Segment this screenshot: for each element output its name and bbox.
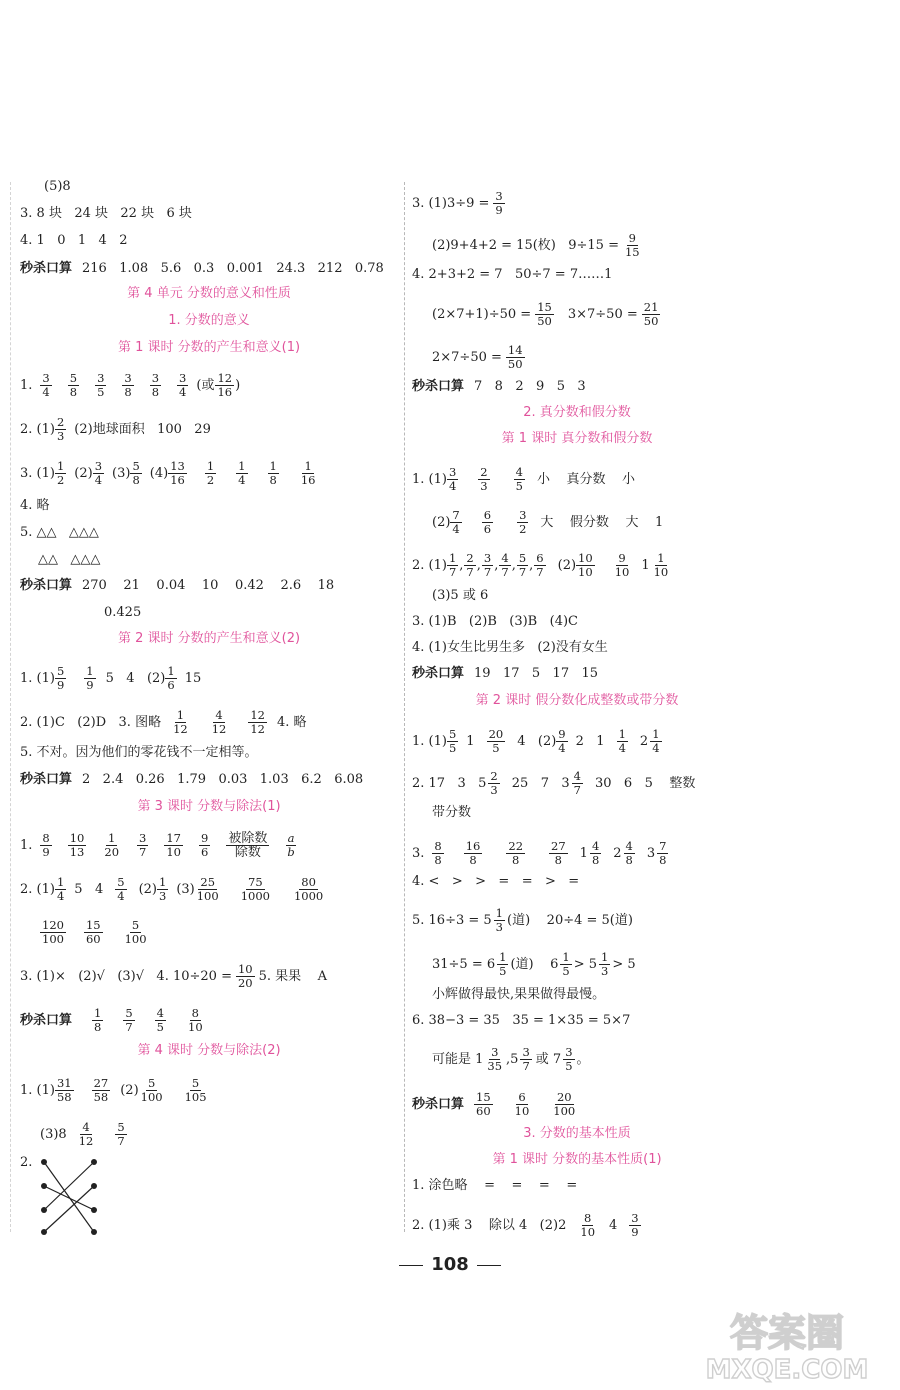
fraction: $\frac{1}{12}$ <box>173 708 188 736</box>
fraction: $\frac{3}{5}$ <box>97 371 105 399</box>
section-heading: 1. 分数的意义 <box>168 313 250 328</box>
fraction: $\frac{3}{7}$ <box>483 551 492 579</box>
fraction: $\frac{\text{被除数}}{\text{除数}}$ <box>228 831 268 860</box>
fraction: $\frac{8}{8}$ <box>434 839 442 867</box>
answer-line: 1. (1) $\frac{3}{4}$ $\frac{2}{3}$ $\frac{4}{5}$ 小 真分数 小 <box>412 465 635 493</box>
answer-line: 0.425 <box>104 605 142 620</box>
quick-calc-line: 秒杀口算 $\frac{15}{60}$ $\frac{6}{10}$ $\frac{20}{100}$ <box>412 1090 576 1118</box>
fraction: $\frac{15}{50}$ <box>537 300 552 328</box>
fraction: $\frac{22}{8}$ <box>508 839 524 867</box>
fraction: $\frac{8}{10}$ <box>188 1006 203 1034</box>
answer-line: 1. $\frac{3}{4}$ $\frac{5}{8}$ $\frac{3}{5}$ $\frac{3}{8}$ $\frac{3}{8}$ $\frac{3}{4}$ (或 $\frac{12}{16}$ ) <box>20 371 241 399</box>
fraction: $\frac{20}{5}$ <box>488 727 504 755</box>
answer-line: 2. <box>20 1155 33 1170</box>
fraction: $\frac{3}{7}$ <box>522 1045 530 1073</box>
answer-line: 5. 不对。因为他们的零花钱不一定相等。 <box>20 745 258 760</box>
answer-line: 2. (1)乘 3 除以 4 (2)2 $\frac{8}{10}$ 4 $\frac{3}{9}$ <box>412 1211 639 1239</box>
matching-lines-diagram <box>20 1156 100 1236</box>
fraction: $\frac{10}{10}$ <box>578 551 593 579</box>
lesson-heading: 第 2 课时 分数的产生和意义(2) <box>117 631 301 646</box>
fraction: $\frac{9}{4}$ <box>558 727 566 755</box>
fraction: $\frac{1}{9}$ <box>86 664 94 692</box>
fraction: $\frac{21}{50}$ <box>643 300 659 328</box>
answer-line: 2. (1)C (2)D 3. 图略 $\frac{1}{12}$ $\frac{4}{12}$ $\frac{12}{12}$ 4. 略 <box>20 708 307 736</box>
fraction: $\frac{15}{60}$ <box>476 1090 491 1118</box>
answer-line: 31÷5 = 6 $\frac{1}{5}$ (道) 6 $\frac{1}{5}$ > 5 $\frac{1}{3}$ > 5 <box>432 950 636 978</box>
fraction: $\frac{1}{5}$ <box>499 950 507 978</box>
quick-calc-line: 秒杀口算 $\frac{1}{8}$ $\frac{5}{7}$ $\frac{4}{5}$ $\frac{8}{10}$ <box>20 1006 203 1034</box>
answer-line: (5)8 <box>44 179 71 194</box>
lesson-heading: 第 1 课时 真分数和假分数 <box>501 431 653 446</box>
answer-line: 3. (1)× (2)√ (3)√ 4. 10÷20 = $\frac{10}{20}$ 5. 果果 A <box>20 962 328 990</box>
fraction: $\frac{4}{5}$ <box>156 1006 164 1034</box>
fraction: $\frac{1}{5}$ <box>562 950 570 978</box>
lesson-heading: 第 2 课时 假分数化成整数或带分数 <box>475 693 679 708</box>
fraction: $\frac{1}{2}$ <box>206 459 215 487</box>
answer-line: 2. 17 3 5 $\frac{2}{3}$ 25 7 3 $\frac{4}{7}$ 30 6 5 整数 <box>412 769 696 797</box>
answer-line: 4. 略 <box>20 498 50 513</box>
fraction: $\frac{3}{4}$ <box>94 459 103 487</box>
fraction: $\frac{1}{20}$ <box>104 831 120 859</box>
fraction: $\frac{5}{7}$ <box>518 551 527 579</box>
fraction: $\frac{2}{3}$ <box>490 769 498 797</box>
fraction: $\frac{a}{b}$ <box>287 831 295 859</box>
fraction: $\frac{15}{60}$ <box>85 918 101 946</box>
quick-calc-line: 秒杀口算 7 8 2 9 5 3 <box>412 379 586 394</box>
fraction: $\frac{1}{8}$ <box>94 1006 102 1034</box>
answer-line: 3. $\frac{8}{8}$ $\frac{16}{8}$ $\frac{22}{8}$ $\frac{27}{8}$ 1 $\frac{4}{8}$ 2 $\frac{4}{8}$ 3 $\frac{7}{8}$ <box>412 839 667 867</box>
fraction: $\frac{9}{6}$ <box>200 831 209 859</box>
fraction: $\frac{5}{8}$ <box>132 459 140 487</box>
fraction: $\frac{3}{9}$ <box>631 1211 639 1239</box>
quick-calc-line: 秒杀口算 19 17 5 17 15 <box>412 666 599 681</box>
answer-line: 3. (1)3÷9 = $\frac{3}{9}$ <box>412 189 503 217</box>
fraction: $\frac{3}{2}$ <box>519 508 527 536</box>
fraction: $\frac{13}{16}$ <box>170 459 185 487</box>
answer-line: (3)8 $\frac{4}{12}$ $\frac{5}{7}$ <box>40 1120 125 1148</box>
answer-line: 6. 38−3 = 35 35 = 1×35 = 5×7 <box>412 1013 631 1028</box>
answer-line: 1. (1) $\frac{31}{58}$ $\frac{27}{58}$ (2) $\frac{5}{100}$ $\frac{5}{105}$ <box>20 1076 207 1104</box>
answer-line: 5. 16÷3 = 5 $\frac{1}{3}$ (道) 20÷4 = 5(道) <box>412 906 633 934</box>
answer-line: 3. (1)B (2)B (3)B (4)C <box>412 614 578 629</box>
fraction: $\frac{3}{4}$ <box>42 371 50 399</box>
fraction: $\frac{6}{6}$ <box>483 508 492 536</box>
quick-calc-line: 秒杀口算 270 21 0.04 10 0.42 2.6 18 <box>20 578 335 593</box>
watermark-logo <box>692 1302 882 1384</box>
fraction: $\frac{9}{10}$ <box>614 551 630 579</box>
page-number: 108 <box>0 1254 900 1275</box>
fraction: $\frac{4}{12}$ <box>211 708 227 736</box>
column-divider <box>404 182 406 1232</box>
fraction: $\frac{3}{4}$ <box>179 371 187 399</box>
answer-line: 4. < > > = = > = <box>412 874 580 889</box>
fraction: $\frac{80}{1000}$ <box>293 875 324 903</box>
fraction: $\frac{7}{8}$ <box>659 839 667 867</box>
fraction: $\frac{5}{100}$ <box>140 1076 163 1104</box>
answer-line: 1. (1) $\frac{5}{5}$ 1 $\frac{20}{5}$ 4 (2) $\frac{9}{4}$ 2 1 $\frac{1}{4}$ 2 $\frac{1}{4}$ <box>412 727 660 755</box>
fraction: $\frac{1}{3}$ <box>495 906 503 934</box>
answer-line: 3. (1) $\frac{1}{2}$ (2) $\frac{3}{4}$ (3) $\frac{5}{8}$ (4) $\frac{13}{16}$ $\frac{1}{2}$ $\frac{1}{4}$ $\frac{1}{8}$ $\frac{1}{16}$ <box>20 459 316 487</box>
answer-line: 带分数 <box>432 805 472 820</box>
fraction: $\frac{12}{12}$ <box>250 708 265 736</box>
fraction: $\frac{5}{100}$ <box>124 918 147 946</box>
fraction: $\frac{5}{8}$ <box>69 371 78 399</box>
fraction: $\frac{1}{3}$ <box>601 950 609 978</box>
fraction: $\frac{3}{7}$ <box>139 831 147 859</box>
fraction: $\frac{3}{4}$ <box>448 465 457 493</box>
fraction: $\frac{3}{8}$ <box>151 371 160 399</box>
fraction: $\frac{4}{12}$ <box>78 1120 94 1148</box>
section-heading: 2. 真分数和假分数 <box>523 405 631 420</box>
fraction: $\frac{4}{7}$ <box>501 551 509 579</box>
answer-line: 1. $\frac{8}{9}$ $\frac{10}{13}$ $\frac{1}{20}$ $\frac{3}{7}$ $\frac{17}{10}$ $\frac{9}{6}$ $\frac{\text{被除数}}{\text{除数}}$ $\frac{a}{b}$ <box>20 831 295 860</box>
answer-line: 4. 1 0 1 4 2 <box>20 233 128 248</box>
fraction: $\frac{2}{7}$ <box>466 551 474 579</box>
answer-line: 4. (1)女生比男生多 (2)没有女生 <box>412 640 608 655</box>
fraction: $\frac{5}{9}$ <box>56 664 65 692</box>
answer-line: (2)9+4+2 = 15(枚) 9÷15 = $\frac{9}{15}$ <box>432 231 640 259</box>
fraction: $\frac{1}{3}$ <box>158 875 167 903</box>
fraction: $\frac{25}{100}$ <box>196 875 219 903</box>
fraction: $\frac{2}{3}$ <box>480 465 488 493</box>
answer-line: (2×7+1)÷50 = $\frac{15}{50}$ 3×7÷50 = $\frac{21}{50}$ <box>432 300 659 328</box>
fraction: $\frac{5}{7}$ <box>125 1006 133 1034</box>
lesson-heading: 第 3 课时 分数与除法(1) <box>137 799 281 814</box>
answer-line <box>40 919 159 946</box>
fraction: $\frac{12}{16}$ <box>217 371 233 399</box>
fraction: $\frac{4}{5}$ <box>515 465 523 493</box>
fraction: $\frac{3}{5}$ <box>565 1045 573 1073</box>
left-margin-rule <box>10 182 12 1232</box>
fraction: $\frac{9}{15}$ <box>624 231 640 259</box>
fraction: $\frac{4}{8}$ <box>591 839 600 867</box>
answer-line: 可能是 1 $\frac{3}{35}$ ,5 $\frac{3}{7}$ 或 7 $\frac{3}{5}$ 。 <box>432 1045 590 1073</box>
fraction: $\frac{10}{20}$ <box>237 962 253 990</box>
fraction: $\frac{1}{4}$ <box>56 875 65 903</box>
fraction: $\frac{4}{7}$ <box>573 769 581 797</box>
answer-line: 2×7÷50 = $\frac{14}{50}$ <box>432 343 523 371</box>
lesson-heading: 第 1 课时 分数的产生和意义(1) <box>117 340 301 355</box>
fraction: $\frac{31}{58}$ <box>56 1076 72 1104</box>
fraction: $\frac{14}{50}$ <box>507 343 523 371</box>
fraction: $\frac{1}{7}$ <box>448 551 457 579</box>
answer-line: (2) $\frac{7}{4}$ $\frac{6}{6}$ $\frac{3}{2}$ 大 假分数 大 1 <box>432 508 664 536</box>
fraction: $\frac{5}{4}$ <box>117 875 125 903</box>
fraction: $\frac{6}{10}$ <box>514 1090 530 1118</box>
fraction: $\frac{16}{8}$ <box>465 839 481 867</box>
answer-line: 2. (1) $\frac{2}{3}$ (2)地球面积 100 29 <box>20 415 211 443</box>
fraction: $\frac{1}{6}$ <box>167 664 175 692</box>
fraction: $\frac{27}{58}$ <box>93 1076 109 1104</box>
fraction: $\frac{27}{8}$ <box>551 839 566 867</box>
answer-line: 4. 2+3+2 = 7 50÷7 = 7……1 <box>412 267 613 282</box>
watermark-bottom-text: MXQE.COM <box>705 1355 869 1384</box>
lesson-heading: 第 1 课时 分数的基本性质(1) <box>492 1152 662 1167</box>
fraction: $\frac{1}{2}$ <box>56 459 65 487</box>
answer-line: 小辉做得最快,果果做得最慢。 <box>432 987 606 1002</box>
watermark-top-text: 答案圈 <box>729 1311 845 1355</box>
fraction: $\frac{75}{1000}$ <box>240 875 270 903</box>
fraction: $\frac{17}{10}$ <box>166 831 181 859</box>
fraction: $\frac{1}{8}$ <box>269 459 277 487</box>
fraction: $\frac{5}{105}$ <box>184 1076 207 1104</box>
fraction: $\frac{5}{7}$ <box>117 1120 125 1148</box>
fraction: $\frac{120}{100}$ <box>42 918 64 946</box>
fraction: $\frac{1}{16}$ <box>300 459 316 487</box>
fraction: $\frac{3}{8}$ <box>124 371 132 399</box>
fraction: $\frac{1}{4}$ <box>238 459 246 487</box>
fraction: $\frac{2}{3}$ <box>56 415 65 443</box>
fraction: $\frac{1}{10}$ <box>653 551 669 579</box>
answer-line: 1. 涂色略 = = = = <box>412 1178 578 1193</box>
fraction: $\frac{6}{7}$ <box>536 551 544 579</box>
answer-line: 2. (1) $\frac{1}{7}$ , $\frac{2}{7}$ , $\frac{3}{7}$ , $\frac{4}{7}$ , $\frac{5}{7}$ , $\frac{6}{7}$ (2) $\frac{10}{10}$ $\frac{9}{10}$ 1 $\frac{1}{10}$ <box>412 551 669 579</box>
quick-calc-line: 秒杀口算 2 2.4 0.26 1.79 0.03 1.03 6.2 6.08 <box>20 772 364 787</box>
fraction: $\frac{1}{4}$ <box>618 727 626 755</box>
fraction: $\frac{7}{4}$ <box>452 508 460 536</box>
lesson-heading: 第 4 课时 分数与除法(2) <box>137 1043 281 1058</box>
section-heading: 3. 分数的基本性质 <box>523 1126 631 1141</box>
fraction: $\frac{4}{8}$ <box>625 839 633 867</box>
answer-line: △△ △△△ <box>38 552 101 567</box>
answer-line: 5. △△ △△△ <box>20 525 99 540</box>
fraction: $\frac{3}{9}$ <box>495 189 503 217</box>
answer-line: (3)5 或 6 <box>432 588 489 603</box>
fraction: $\frac{5}{5}$ <box>448 727 457 755</box>
fraction: $\frac{8}{9}$ <box>42 831 50 859</box>
fraction: $\frac{10}{13}$ <box>69 831 85 859</box>
answer-line: 1. (1) $\frac{5}{9}$ $\frac{1}{9}$ 5 4 (2) $\frac{1}{6}$ 15 <box>20 664 202 692</box>
fraction: $\frac{3}{35}$ <box>487 1045 503 1073</box>
answer-line: 3. 8 块 24 块 22 块 6 块 <box>20 206 192 221</box>
answer-line: 2. (1) $\frac{1}{4}$ 5 4 $\frac{5}{4}$ (2) $\frac{1}{3}$ (3) $\frac{25}{100}$ $\frac{75}{1000}$ $\frac{80}{1000}$ <box>20 875 324 903</box>
fraction: $\frac{8}{10}$ <box>580 1211 596 1239</box>
fraction: $\frac{20}{100}$ <box>553 1090 576 1118</box>
unit-heading: 第 4 单元 分数的意义和性质 <box>127 286 291 301</box>
fraction: $\frac{1}{4}$ <box>652 727 660 755</box>
quick-calc-line: 秒杀口算 216 1.08 5.6 0.3 0.001 24.3 212 0.78 <box>20 261 384 276</box>
